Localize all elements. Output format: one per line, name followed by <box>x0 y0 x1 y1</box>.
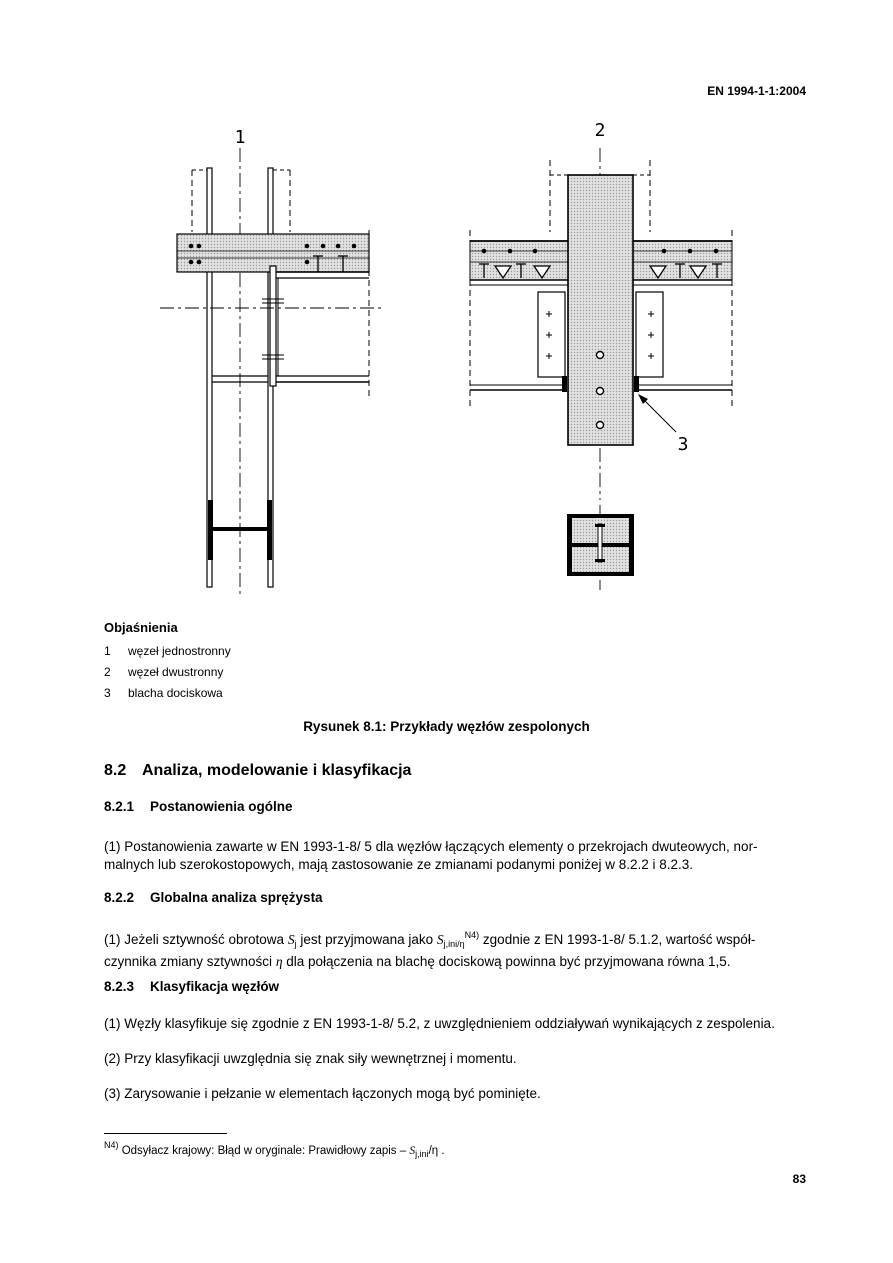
legend-item-text: węzeł dwustronny <box>128 665 224 679</box>
footnote <box>104 1140 445 1159</box>
paragraph-823-3: (3) Zarysowanie i pełzanie w elementach łączonych mogą być pominięte. <box>104 1086 541 1101</box>
section-heading <box>104 762 411 780</box>
text-run: jest przyjmowana jako <box>296 932 437 947</box>
single-sided-joint-drawing <box>160 148 385 595</box>
paragraph-line <box>104 953 804 971</box>
paragraph-line <box>104 926 804 953</box>
paragraph-823-1: (1) Węzły klasyfikuje się zgodnie z EN 1993-1-8/ 5.2, z uwzględnieniem oddziaływań wynikających z zespolenia. <box>104 1016 775 1031</box>
figure-caption: Rysunek 8.1: Przykłady węzłów zespolonych <box>303 719 590 734</box>
legend-item-number: 1 <box>104 644 111 658</box>
symbol-eta: η <box>275 954 283 969</box>
legend-title: Objaśnienia <box>104 620 178 635</box>
paragraph-821-1 <box>104 838 804 874</box>
text-run: (1) Jeżeli sztywność obrotowa <box>104 932 288 947</box>
legend-list <box>104 644 231 707</box>
subsection-title: Globalna analiza sprężysta <box>150 890 323 905</box>
legend-item <box>104 665 231 686</box>
joints-figure <box>150 112 770 607</box>
legend-item-text: węzeł jednostronny <box>128 644 231 658</box>
double-sided-joint-drawing <box>470 148 732 590</box>
symbol-s: S <box>409 1145 416 1157</box>
paragraph-823-2: (2) Przy klasyfikacji uwzględnia się znak siły wewnętrznej i momentu. <box>104 1051 517 1066</box>
subscript-jini: j,ini <box>415 1149 429 1159</box>
document-code: EN 1994-1-1:2004 <box>707 84 806 98</box>
figure-label-2: 2 <box>594 120 606 141</box>
paragraph-line: (1) Postanowienia zawarte w EN 1993-1-8/ 5 dla węzłów łączących elementy o przekrojach dwuteowych, nor- <box>104 839 758 854</box>
subsection-number: 8.2.1 <box>104 799 135 814</box>
legend-item <box>104 686 231 707</box>
text-run: Odsyłacz krajowy: Błąd w oryginale: Prawidłowy zapis – <box>118 1145 410 1157</box>
figure-label-3: 3 <box>677 434 689 455</box>
section-number: 8.2 <box>104 762 127 779</box>
page-number: 83 <box>792 1172 806 1186</box>
paragraph-line: malnych lub szerokostopowych, mają zastosowanie ze zmianami podanymi poniżej w 8.2.2 i 8.2.3. <box>104 857 694 872</box>
legend-item-number: 2 <box>104 665 111 679</box>
symbol-s: S <box>287 932 295 947</box>
paragraph-822-1 <box>104 926 804 971</box>
figure-label-1: 1 <box>234 127 246 148</box>
text-run: czynnika zmiany sztywności <box>104 954 276 969</box>
legend-item-text: blacha dociskowa <box>128 686 223 700</box>
text-run: dla połączenia na blachę dociskową powinna być przyjmowana równa 1,5. <box>282 954 731 969</box>
footnote-ref: N4) <box>464 930 480 940</box>
subsection-heading-821 <box>104 799 293 814</box>
footnote-mark: N4) <box>104 1140 119 1150</box>
legend-item-number: 3 <box>104 686 111 700</box>
legend-item <box>104 644 231 665</box>
text-run: /η . <box>428 1145 445 1157</box>
subscript-j: j <box>294 939 297 949</box>
subsection-number: 8.2.3 <box>104 979 135 994</box>
subsection-title: Klasyfikacja węzłów <box>150 979 280 994</box>
symbol-s: S <box>436 932 444 947</box>
footnote-rule <box>104 1133 227 1134</box>
subsection-heading-822 <box>104 890 323 905</box>
subsection-heading-823 <box>104 979 279 994</box>
text-run: zgodnie z EN 1993-1-8/ 5.1.2, wartość współ- <box>479 932 756 947</box>
subsection-title: Postanowienia ogólne <box>150 799 293 814</box>
section-title: Analiza, modelowanie i klasyfikacja <box>142 762 412 779</box>
subsection-number: 8.2.2 <box>104 890 135 905</box>
subscript-jini: j,ini/η <box>443 939 465 949</box>
